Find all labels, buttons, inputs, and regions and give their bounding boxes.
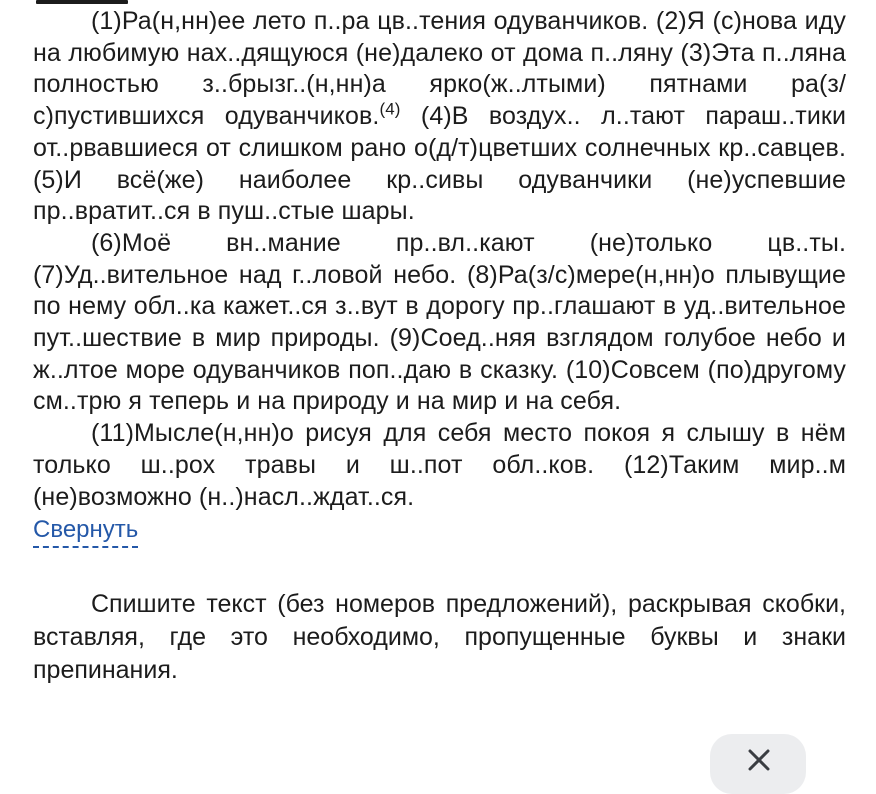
paragraph-1 [33, 6, 846, 228]
paragraph-1-continuation: (4)В воздух.. л..тают параш..тики от..рвавшиеся от слишком рано о(д/т)цветших солнечных кр..савцев. (5)И всё(же) наиболее кр..сивы одуванчики (не)успевшие пр..вратит..ся в пуш..стые шары. [33, 102, 847, 226]
paragraph-2: (6)Моё вн..мание пр..вл..кают (не)только цв..ты. (7)Уд..вительное над г..ловой небо. (8)Ра(з/с)мере(н,нн)о плывущие по нему обл..ка кажет..ся з..вут в дорогу пр..глашают в уд..вительное пут..шествие в мир природы. (9)Соед..няя взглядом голубое небо и ж..лтое море одуванчиков поп..даю в сказку. (10)Совсем (по)другому см..трю я теперь и на природу и на мир и на себя. [33, 228, 846, 416]
task-instruction: Спишите текст (без номеров предложений), раскрывая скобки, вставляя, где это необходимо, пропущенные буквы и знаки препинания. [33, 590, 846, 685]
paragraph-1-superscript: (4) [379, 99, 401, 119]
paragraph-1-text: (1)Ра(н,нн)ее лето п..ра цв..тения одуванчиков. (2)Я (с)нова иду на любимую нах..дящуюся (не)далеко от дома п..ляну (3)Эта п..ляна полностью з..брызг..(н,нн)а ярко(ж..лтыми) пятнами ра(з/с)пустившихся одуванчиков. [33, 7, 846, 131]
paragraph-3: (11)Мысле(н,нн)о рисуя для себя место покоя я слышу в нём только ш..рох травы и ш..пот обл..ков. (12)Таким мир..м (не)возможно (н..)насл..ждат..ся. [33, 419, 846, 511]
close-button[interactable] [710, 734, 806, 794]
close-icon [746, 747, 772, 773]
exercise-content [33, 6, 846, 687]
top-scroll-edge [36, 0, 128, 4]
collapse-link[interactable]: Свернуть [33, 515, 138, 548]
